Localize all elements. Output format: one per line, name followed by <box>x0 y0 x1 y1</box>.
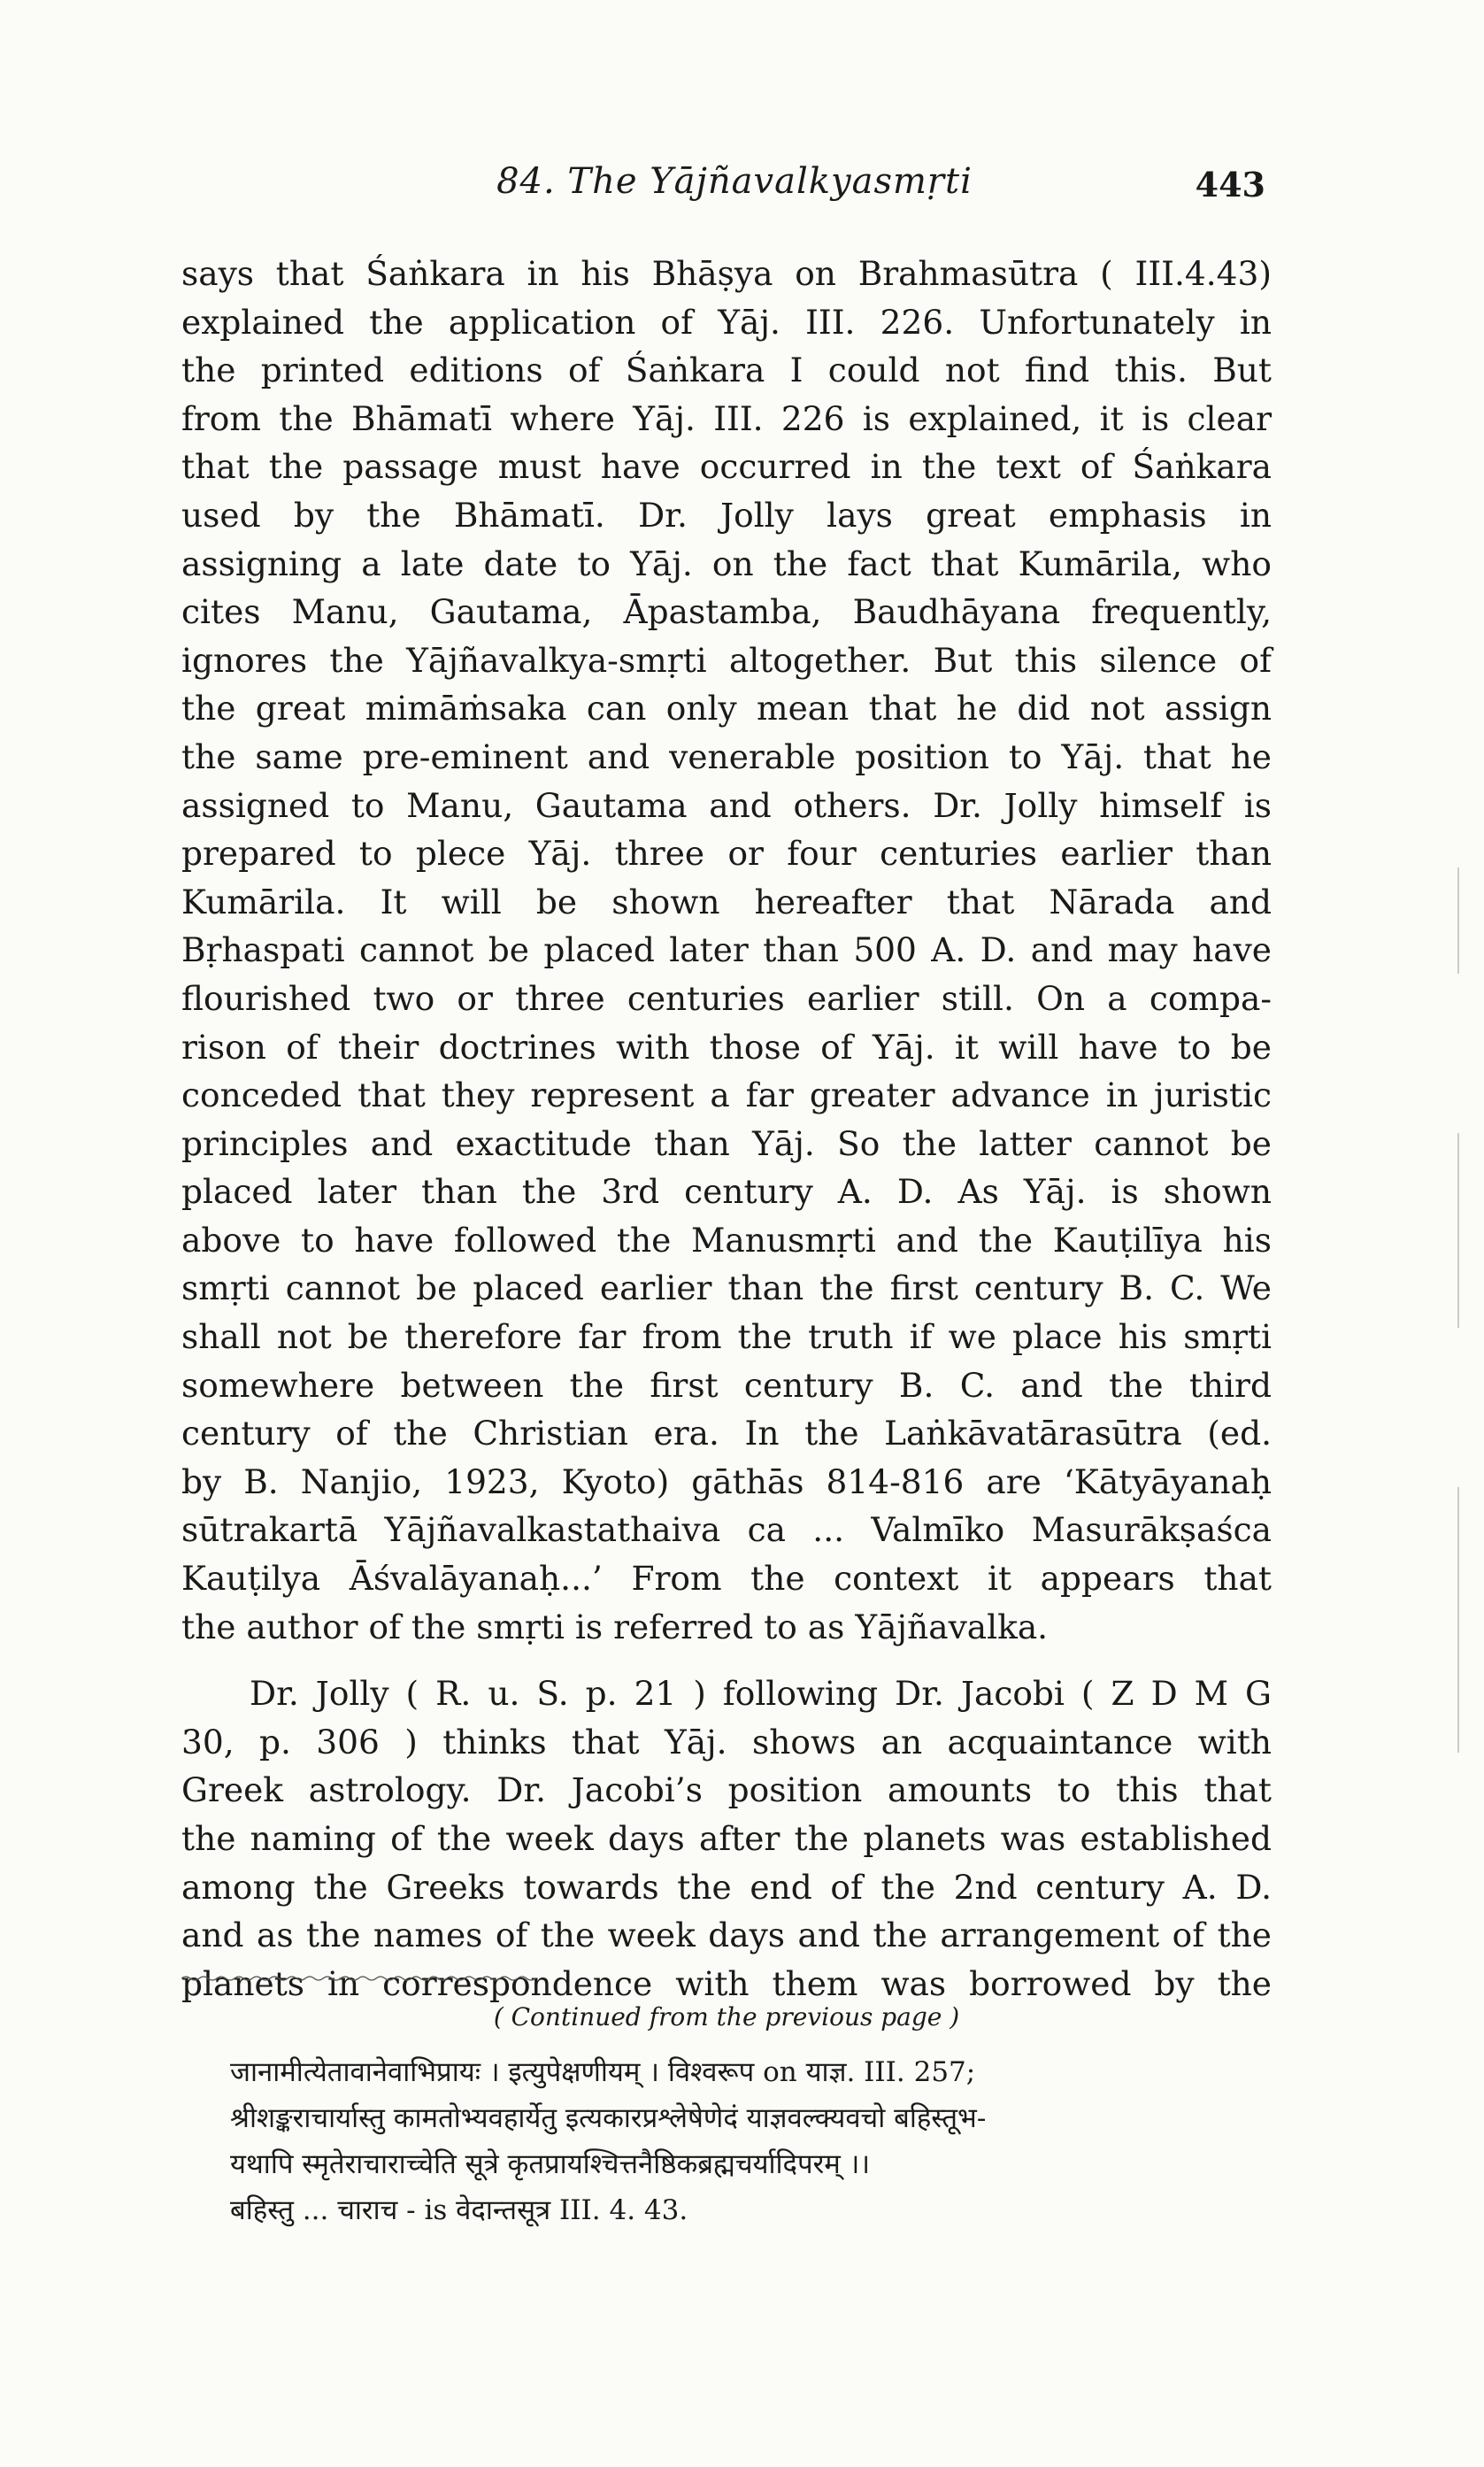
text-line: by B. Nanjio, 1923, Kyoto) gāthās 814-816 are ‘Kātyāyanaḥ <box>181 1461 1272 1501</box>
text-line: placed later than the 3rd century A. D. As Yāj. is shown <box>181 1172 1272 1212</box>
text-line: above to have followed the Manusmṛti and the Kauṭilīya his <box>181 1220 1272 1260</box>
text-line: among the Greeks towards the end of the 2nd century A. D. <box>181 1867 1272 1907</box>
footnote-caption: ( Continued from the previous page ) <box>493 2002 960 2031</box>
text-line: century of the Christian era. In the Laṅkāvatārasūtra (ed. <box>181 1414 1272 1453</box>
text-line: shall not be therefore far from the truth if we place his smṛti <box>181 1317 1272 1357</box>
text-line: explained the application of Yāj. III. 226. Unfortunately in <box>181 302 1272 342</box>
text-line: says that Śaṅkara in his Bhāṣya on Brahmasūtra ( III.4.43) <box>181 254 1272 293</box>
text-line: Greek astrology. Dr. Jacobi’s position amounts to this that <box>181 1770 1272 1810</box>
text-line: conceded that they represent a far greater advance in juristic <box>181 1075 1272 1115</box>
text-line: from the Bhāmatī where Yāj. III. 226 is explained, it is clear <box>181 398 1272 438</box>
running-title: 84. The Yājñavalkyasmṛti <box>496 161 973 202</box>
text-line: Kauṭilya Āśvalāyanaḥ...’ From the context it appears that <box>181 1559 1272 1599</box>
body-text <box>181 250 1272 2008</box>
text-line: the naming of the week days after the planets was established <box>181 1819 1272 1858</box>
running-head <box>177 161 1292 214</box>
text-line: Kumārila. It will be shown hereafter that Nārada and <box>181 882 1272 921</box>
text-line: assigned to Manu, Gautama and others. Dr. Jolly himself is <box>181 785 1272 825</box>
footnote-line: यथापि स्मृतेराचाराच्चेति सूत्रे कृतप्रायश्चित्तनैष्ठिकब्रह्मचर्यादिपरम् ।। <box>230 2148 871 2180</box>
text-line: rison of their doctrines with those of Yāj. it will have to be <box>181 1027 1272 1067</box>
text-line: ignores the Yājñavalkya-smṛti altogether. But this silence of <box>181 640 1272 680</box>
text-line: the same pre-eminent and venerable position to Yāj. that he <box>181 736 1272 776</box>
paragraph-1 <box>181 250 1272 1651</box>
text-line: and as the names of the week days and the arrangement of the <box>181 1916 1272 1955</box>
footnote-line: जानामीत्येतावानेवाभिप्रायः । इत्युपेक्षणीयम् । विश्वरूप on याज्ञ. III. 257; <box>230 2056 976 2088</box>
text-line: cites Manu, Gautama, Āpastamba, Baudhāyana frequently, <box>181 592 1272 632</box>
text-line: the printed editions of Śaṅkara I could not find this. But <box>181 351 1272 390</box>
scan-margin-marks <box>1456 867 1461 1753</box>
page-number: 443 <box>1195 165 1265 204</box>
footnote <box>230 2049 1274 2233</box>
text-line: sūtrakartā Yājñavalkastathaiva ca ... Valmīko Masurākṣaśca <box>181 1510 1272 1550</box>
text-line: planets in correspondence with them was borrowed by the <box>181 1963 1272 2003</box>
text-line: flourished two or three centuries earlier still. On a compa- <box>181 978 1272 1018</box>
text-line: Bṛhaspati cannot be placed later than 500 A. D. and may have <box>181 930 1272 970</box>
text-line: used by the Bhāmatī. Dr. Jolly lays great emphasis in <box>181 495 1272 535</box>
footnote-divider <box>181 1975 535 1982</box>
footnote-line: बहिस्तु ... चाराच - is वेदान्तसूत्र III. 4. 43. <box>230 2194 688 2226</box>
text-line: 30, p. 306 ) thinks that Yāj. shows an acquaintance with <box>181 1722 1272 1762</box>
text-line: the great mimāṁsaka can only mean that he did not assign <box>181 689 1272 729</box>
text-line: Dr. Jolly ( R. u. S. p. 21 ) following Dr. Jacobi ( Z D M G <box>250 1674 1272 1714</box>
text-line: smṛti cannot be placed earlier than the first century B. C. We <box>181 1268 1272 1308</box>
text-line: prepared to plece Yāj. three or four centuries earlier than <box>181 834 1272 874</box>
text-line: somewhere between the first century B. C. and the third <box>181 1365 1272 1405</box>
paragraph-2 <box>181 1669 1272 2008</box>
text-line: principles and exactitude than Yāj. So the latter cannot be <box>181 1123 1272 1163</box>
text-line: that the passage must have occurred in the text of Śaṅkara <box>181 447 1272 487</box>
footnote-line: श्रीशङ्कराचार्यास्तु कामतोभ्यवहार्येतु इत्यकारप्रश्लेषेणेदं याज्ञवल्क्यवचो बहिस्तूभ- <box>230 2102 987 2134</box>
text-line: assigning a late date to Yāj. on the fact that Kumārila, who <box>181 544 1272 583</box>
text-line: the author of the smṛti is referred to as Yājñavalka. <box>181 1607 1049 1646</box>
